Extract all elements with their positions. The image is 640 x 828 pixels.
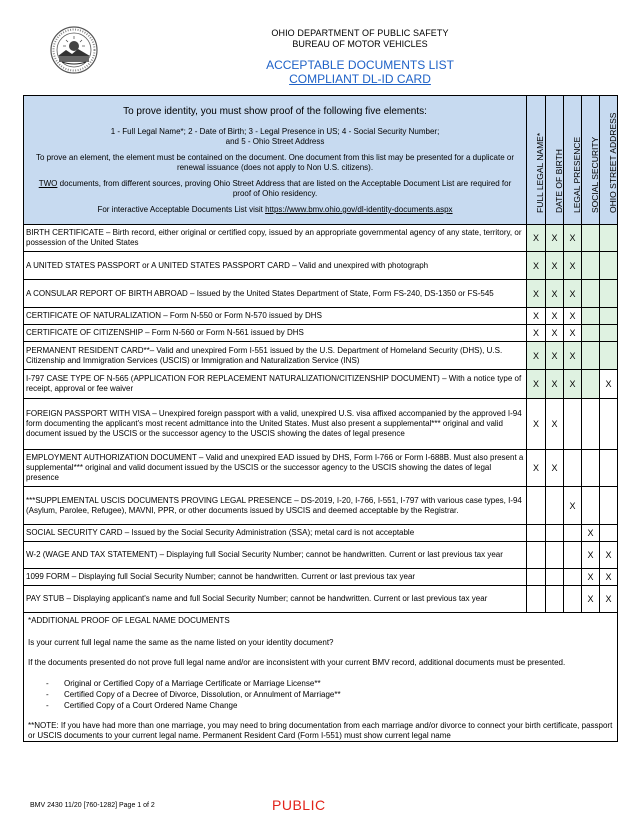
mark-cell <box>600 487 618 525</box>
mark-cell: X <box>546 252 564 280</box>
document-title: ACCEPTABLE DOCUMENTS LIST <box>266 58 454 72</box>
mark-cell <box>582 325 600 342</box>
mark-cell: X <box>527 252 546 280</box>
mark-cell <box>582 308 600 325</box>
mark-cell: X <box>546 342 564 370</box>
acceptable-documents-table <box>23 95 618 742</box>
interactive-list-note: For interactive Acceptable Documents List visit https://www.bmv.ohio.gov/dl-identity-documents.aspx <box>97 205 453 214</box>
document-description: SOCIAL SECURITY CARD – Issued by the Social Security Administration (SSA); metal card is not acceptable <box>24 525 527 542</box>
mark-cell: X <box>527 325 546 342</box>
mark-cell <box>527 586 546 613</box>
mark-cell: X <box>564 225 582 252</box>
mark-cell: X <box>582 542 600 569</box>
ohio-state-seal-icon <box>50 26 98 74</box>
mark-cell: X <box>564 280 582 308</box>
mark-cell <box>564 450 582 487</box>
document-description: PERMANENT RESIDENT CARD**– Valid and unexpired Form I-551 issued by the U.S. Department of Homeland Security (DHS), U.S. Citizenship and Immigration Services (USCIS) or Immigration and Naturalization Service (INS) <box>24 342 527 370</box>
mark-cell: X <box>527 370 546 399</box>
address-requirement: TWO documents, from different sources, proving Ohio Street Address that are listed on the Acceptable Document List are required for proof of Ohio residency. <box>38 179 512 198</box>
table-row <box>24 370 618 399</box>
table-row <box>24 308 618 325</box>
form-number: BMV 2430 11/20 [760-1282] Page 1 of 2 <box>30 802 155 809</box>
document-description: ***SUPPLEMENTAL USCIS DOCUMENTS PROVING LEGAL PRESENCE – DS-2019, I-20, I-766, I-551, I-797 with various case types, I-94 (Asylum, Parolee, Refugee), MAVNI, PPR, or other documents issued by USCIS and deemed acceptable by the Registrar. <box>24 487 527 525</box>
document-description: PAY STUB – Displaying applicant's name and full Social Security Number; cannot be handwritten. Current or last previous tax year <box>24 586 527 613</box>
notes-inconsistent: If the documents presented do not prove full legal name and/or are inconsistent with your current BMV record, additional documents must be presented. <box>28 658 566 667</box>
table-row <box>24 399 618 450</box>
table-row <box>24 542 618 569</box>
mark-cell <box>600 308 618 325</box>
notes-question: Is your current full legal name the same as the name listed on your identity document? <box>28 638 334 647</box>
document-description: CERTIFICATE OF NATURALIZATION – Form N-550 or Form N-570 issued by DHS <box>24 308 527 325</box>
document-description: A CONSULAR REPORT OF BIRTH ABROAD – Issued by the United States Department of State, Form FS-240, DS-1350 or FS-545 <box>24 280 527 308</box>
mark-cell: X <box>600 370 618 399</box>
mark-cell: X <box>600 569 618 586</box>
document-description: I-797 CASE TYPE OF N-565 (APPLICATION FOR REPLACEMENT NATURALIZATION/CITIZENSHIP DOCUMENT) – With a notice type of receipt, approval or fee waiver <box>24 370 527 399</box>
mark-cell <box>546 487 564 525</box>
mark-cell: X <box>527 308 546 325</box>
list-item: - Certified Copy of a Decree of Divorce, Dissolution, or Annulment of Marriage** <box>46 689 613 700</box>
mark-cell <box>564 399 582 450</box>
mark-cell <box>582 370 600 399</box>
document-description: A UNITED STATES PASSPORT or A UNITED STATES PASSPORT CARD – Valid and unexpired with photograph <box>24 252 527 280</box>
document-description: FOREIGN PASSPORT WITH VISA – Unexpired foreign passport with a valid, unexpired U.S. visa affixed accompanied by the approved I-94 form documenting the applicant's most recent admittance into the United States. Must also present a supplemental*** original and valid document issued by the USCIS or the successor agency to the USCIS showing the dates of legal presence <box>24 399 527 450</box>
mark-cell <box>582 487 600 525</box>
table-row <box>24 487 618 525</box>
notes-heading: *ADDITIONAL PROOF OF LEGAL NAME DOCUMENTS <box>28 616 230 625</box>
table-row <box>24 450 618 487</box>
mark-cell <box>527 487 546 525</box>
mark-cell: X <box>527 399 546 450</box>
table-row <box>24 586 618 613</box>
mark-cell <box>527 542 546 569</box>
table-row <box>24 325 618 342</box>
department-name: OHIO DEPARTMENT OF PUBLIC SAFETY <box>271 28 449 38</box>
mark-cell <box>564 586 582 613</box>
document-description: W-2 (WAGE AND TAX STATEMENT) – Displaying full Social Security Number; cannot be handwritten. Current or last previous tax year <box>24 542 527 569</box>
mark-cell: X <box>600 542 618 569</box>
mark-cell <box>600 225 618 252</box>
mark-cell <box>600 450 618 487</box>
mark-cell <box>582 342 600 370</box>
table-row <box>24 252 618 280</box>
mark-cell <box>600 399 618 450</box>
document-description: CERTIFICATE OF CITIZENSHIP – Form N-560 or Form N-561 issued by DHS <box>24 325 527 342</box>
mark-cell <box>564 542 582 569</box>
mark-cell <box>582 225 600 252</box>
mark-cell <box>582 450 600 487</box>
mark-cell: X <box>600 586 618 613</box>
mark-cell <box>600 280 618 308</box>
mark-cell: X <box>527 450 546 487</box>
mark-cell <box>600 252 618 280</box>
public-label: PUBLIC <box>272 797 326 813</box>
mark-cell <box>582 252 600 280</box>
table-row <box>24 280 618 308</box>
col-ohio-street-address: OHIO STREET ADDRESS <box>600 96 618 225</box>
mark-cell <box>582 399 600 450</box>
mark-cell <box>527 569 546 586</box>
mark-cell <box>600 325 618 342</box>
mark-cell <box>546 569 564 586</box>
list-item: - Original or Certified Copy of a Marriage Certificate or Marriage License** <box>46 678 613 689</box>
mark-cell <box>564 569 582 586</box>
mark-cell: X <box>546 280 564 308</box>
document-description: BIRTH CERTIFICATE – Birth record, either original or certified copy, issued by an appropriate governmental agency of any state, territory, or possession of the United States <box>24 225 527 252</box>
mark-cell: X <box>546 399 564 450</box>
name-documents-list <box>28 678 613 711</box>
mark-cell <box>600 342 618 370</box>
intro-heading: To prove identity, you must show proof of the following five elements: <box>123 106 427 117</box>
notes-cell <box>24 613 618 742</box>
mark-cell <box>600 525 618 542</box>
document-description: 1099 FORM – Displaying full Social Security Number; cannot be handwritten. Current or last previous tax year <box>24 569 527 586</box>
col-legal-presence: LEGAL PRESENCE <box>564 96 582 225</box>
mark-cell: X <box>546 308 564 325</box>
mark-cell: X <box>546 370 564 399</box>
table-row <box>24 525 618 542</box>
mark-cell: X <box>564 342 582 370</box>
mark-cell: X <box>582 569 600 586</box>
intro-cell <box>24 96 527 225</box>
col-social-security: SOCIAL SECURITY <box>582 96 600 225</box>
col-date-of-birth: DATE OF BIRTH <box>546 96 564 225</box>
mark-cell: X <box>564 325 582 342</box>
mark-cell: X <box>564 252 582 280</box>
table-row <box>24 342 618 370</box>
marriage-note: **NOTE: If you have had more than one marriage, you may need to bring documentation from each marriage and/or divorce to connect your birth certificate, passport or USCIS documents to your current legal name. Permanent Resident Card (Form I-551) must show current legal name <box>28 721 613 740</box>
bmv-link[interactable]: https://www.bmv.ohio.gov/dl-identity-documents.aspx <box>265 205 453 214</box>
mark-cell <box>564 525 582 542</box>
mark-cell: X <box>527 225 546 252</box>
table-row <box>24 569 618 586</box>
mark-cell: X <box>546 450 564 487</box>
mark-cell: X <box>527 342 546 370</box>
mark-cell: X <box>564 370 582 399</box>
list-item: - Certified Copy of a Court Ordered Name Change <box>46 700 613 711</box>
mark-cell <box>546 542 564 569</box>
document-description: EMPLOYMENT AUTHORIZATION DOCUMENT – Valid and unexpired EAD issued by DHS, Form I-766 or Form I-688B. Must also present a supplemental*** original and valid document issued by the USCIS or the successor agency to the USCIS showing the dates of legal presence <box>24 450 527 487</box>
mark-cell: X <box>527 280 546 308</box>
mark-cell: X <box>582 586 600 613</box>
table-row <box>24 225 618 252</box>
mark-cell <box>582 280 600 308</box>
mark-cell: X <box>564 487 582 525</box>
bureau-name: BUREAU OF MOTOR VEHICLES <box>292 39 428 49</box>
mark-cell: X <box>546 325 564 342</box>
mark-cell <box>527 525 546 542</box>
col-full-legal-name: FULL LEGAL NAME* <box>527 96 546 225</box>
elements-list: 1 - Full Legal Name*; 2 - Date of Birth; 3 - Legal Presence in US; 4 - Social Security Number; and 5 - Ohio Street Address <box>110 127 440 146</box>
element-rule: To prove an element, the element must be contained on the document. One document from this list may be presented for a duplicate or renewal issuance (does not apply to Non U.S. citizens). <box>35 153 515 172</box>
table-header-row <box>24 96 618 225</box>
mark-cell: X <box>582 525 600 542</box>
mark-cell: X <box>564 308 582 325</box>
mark-cell <box>546 525 564 542</box>
mark-cell <box>546 586 564 613</box>
notes-row <box>24 613 618 742</box>
document-subtitle: COMPLIANT DL-ID CARD <box>289 72 431 86</box>
mark-cell: X <box>546 225 564 252</box>
